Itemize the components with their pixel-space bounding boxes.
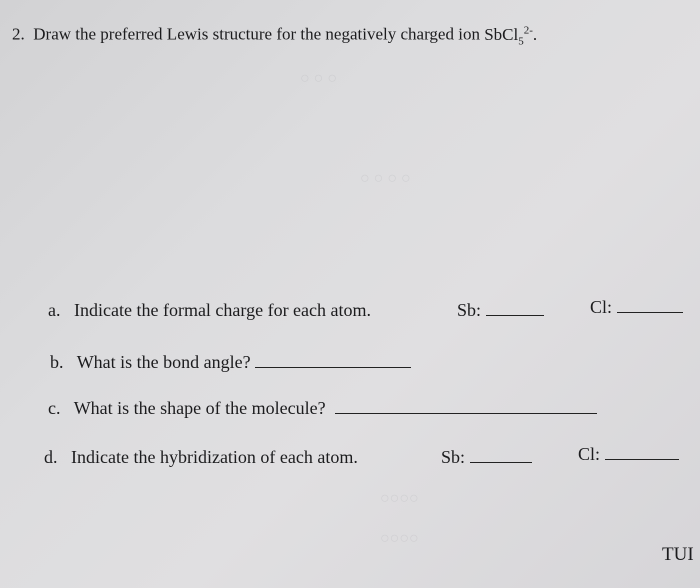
sb-label: Sb: <box>457 300 482 320</box>
corner-text: TUI <box>662 544 694 565</box>
part-letter: a. <box>48 300 61 320</box>
part-letter: c. <box>48 398 61 418</box>
part-d-cl <box>578 444 679 465</box>
bleed-through-text: ○ ○ ○ ○ <box>360 170 411 187</box>
part-a <box>48 300 371 321</box>
question-2 <box>12 24 537 47</box>
part-letter: b. <box>50 352 64 372</box>
cl-label: Cl: <box>578 444 601 464</box>
part-b <box>50 352 411 373</box>
part-d-sb <box>441 447 532 468</box>
sb-formal-charge-blank[interactable] <box>486 301 544 316</box>
bleed-through-text: ○○○○ <box>380 530 419 547</box>
bleed-through-text: ○ ○ ○ <box>300 70 337 87</box>
ion-formula: SbCl$_5^{2-}$. <box>484 24 538 48</box>
part-d <box>44 447 358 468</box>
bleed-through-text: ○○○○ <box>380 490 419 507</box>
bond-angle-blank[interactable] <box>255 353 411 368</box>
sb-hybridization-blank[interactable] <box>470 448 532 463</box>
part-text: Indicate the hybridization of each atom. <box>71 447 358 467</box>
part-letter: d. <box>44 447 58 467</box>
part-a-sb <box>457 300 544 321</box>
part-text: What is the bond angle? <box>76 352 251 372</box>
part-c <box>48 398 597 419</box>
cl-hybridization-blank[interactable] <box>605 445 679 460</box>
question-prompt: Draw the preferred Lewis structure for the negatively charged ion <box>33 24 485 44</box>
question-number: 2. <box>12 24 25 44</box>
cl-label: Cl: <box>590 297 613 317</box>
molecule-shape-blank[interactable] <box>335 399 597 414</box>
sb-label: Sb: <box>441 447 466 467</box>
part-text: Indicate the formal charge for each atom. <box>74 300 372 320</box>
cl-formal-charge-blank[interactable] <box>617 298 683 313</box>
part-text: What is the shape of the molecule? <box>73 398 326 418</box>
part-a-cl <box>590 297 683 318</box>
